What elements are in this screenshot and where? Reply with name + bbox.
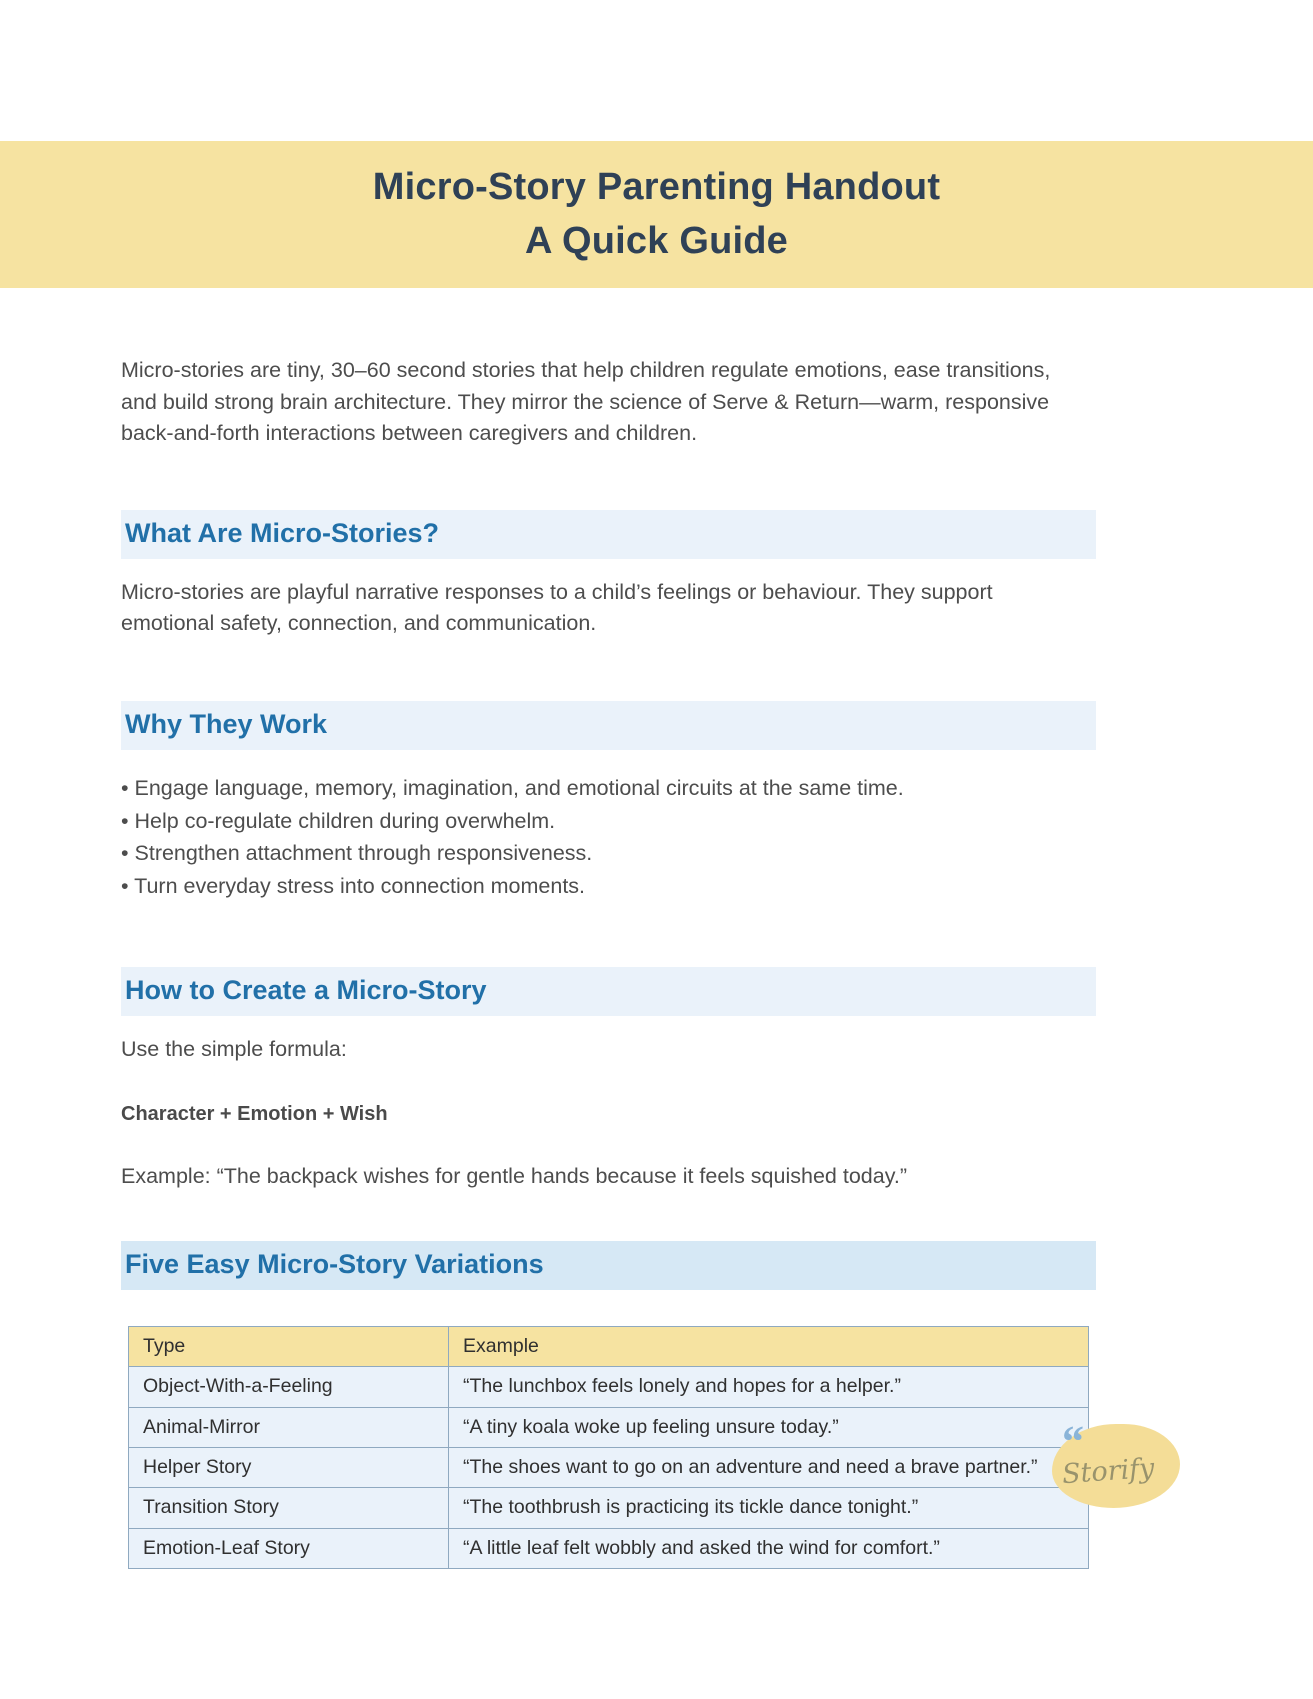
- table-row: [129, 1528, 1089, 1568]
- spacer: [121, 639, 1193, 701]
- table-row: [129, 1367, 1089, 1407]
- spacer: [121, 905, 1193, 967]
- spacer: [121, 1189, 1193, 1241]
- brand-logo-watermark: [1040, 1412, 1190, 1522]
- micro-story-example: Example: “The backpack wishes for gentle hands because it feels squished today.”: [121, 1163, 907, 1188]
- cell-example: “A little leaf felt wobbly and asked the wind for comfort.”: [449, 1528, 1089, 1568]
- page-title-line-2: A Quick Guide: [524, 219, 788, 262]
- cell-example: “The toothbrush is practicing its tickle dance tonight.”: [449, 1488, 1089, 1528]
- cell-type: Emotion-Leaf Story: [129, 1528, 449, 1568]
- table-row: [129, 1407, 1089, 1447]
- table-row: [129, 1488, 1089, 1528]
- cell-example: “The lunchbox feels lonely and hopes for a helper.”: [449, 1367, 1089, 1407]
- cell-type: Helper Story: [129, 1448, 449, 1488]
- column-header-type: Type: [129, 1326, 449, 1366]
- cell-example: “The shoes want to go on an adventure and need a brave partner.”: [449, 1448, 1089, 1488]
- list-item: • Strengthen attachment through responsiveness.: [121, 841, 593, 866]
- cell-type: Object-With-a-Feeling: [129, 1367, 449, 1407]
- table-body: [129, 1367, 1089, 1569]
- section-heading-five-easy-variations: Five Easy Micro-Story Variations: [121, 1241, 1096, 1290]
- document-content: [121, 355, 1193, 1569]
- section-body-what-are-micro-stories: Micro-stories are playful narrative responses to a child’s feelings or behaviour. They support emotional safety, connection, and communication.: [121, 579, 993, 635]
- intro-paragraph: Micro-stories are tiny, 30–60 second stories that help children regulate emotions, ease transitions, and build strong brain architecture. They mirror the science of Serve & Return—warm, responsive back-and-forth interactions between caregivers and children.: [121, 358, 1051, 446]
- quotation-mark-icon: “: [1062, 1417, 1084, 1466]
- cell-type: Animal-Mirror: [129, 1407, 449, 1447]
- variations-table: [128, 1326, 1089, 1569]
- column-header-example: Example: [449, 1326, 1089, 1366]
- header-banner: [0, 141, 1313, 288]
- section-heading-how-to-create: How to Create a Micro-Story: [121, 967, 1096, 1016]
- list-item: • Turn everyday stress into connection moments.: [121, 874, 586, 899]
- micro-story-formula: Character + Emotion + Wish: [121, 1102, 388, 1125]
- why-they-work-bullet-list: [121, 774, 1193, 902]
- table-header-row: [129, 1326, 1089, 1366]
- section-heading-what-are-micro-stories: What Are Micro-Stories?: [121, 510, 1096, 559]
- list-item: • Help co-regulate children during overwhelm.: [121, 808, 556, 833]
- page-title-line-1: Micro-Story Parenting Handout: [372, 165, 941, 208]
- logo-wordmark: Storify: [1061, 1452, 1156, 1491]
- list-item: • Engage language, memory, imagination, and emotional circuits at the same time.: [121, 776, 904, 801]
- cell-type: Transition Story: [129, 1488, 449, 1528]
- section-heading-why-they-work: Why They Work: [121, 701, 1096, 750]
- cell-example: “A tiny koala woke up feeling unsure today.”: [449, 1407, 1089, 1447]
- table-row: [129, 1448, 1089, 1488]
- table-header: [129, 1326, 1089, 1366]
- how-to-create-lead-text: Use the simple formula:: [121, 1036, 347, 1061]
